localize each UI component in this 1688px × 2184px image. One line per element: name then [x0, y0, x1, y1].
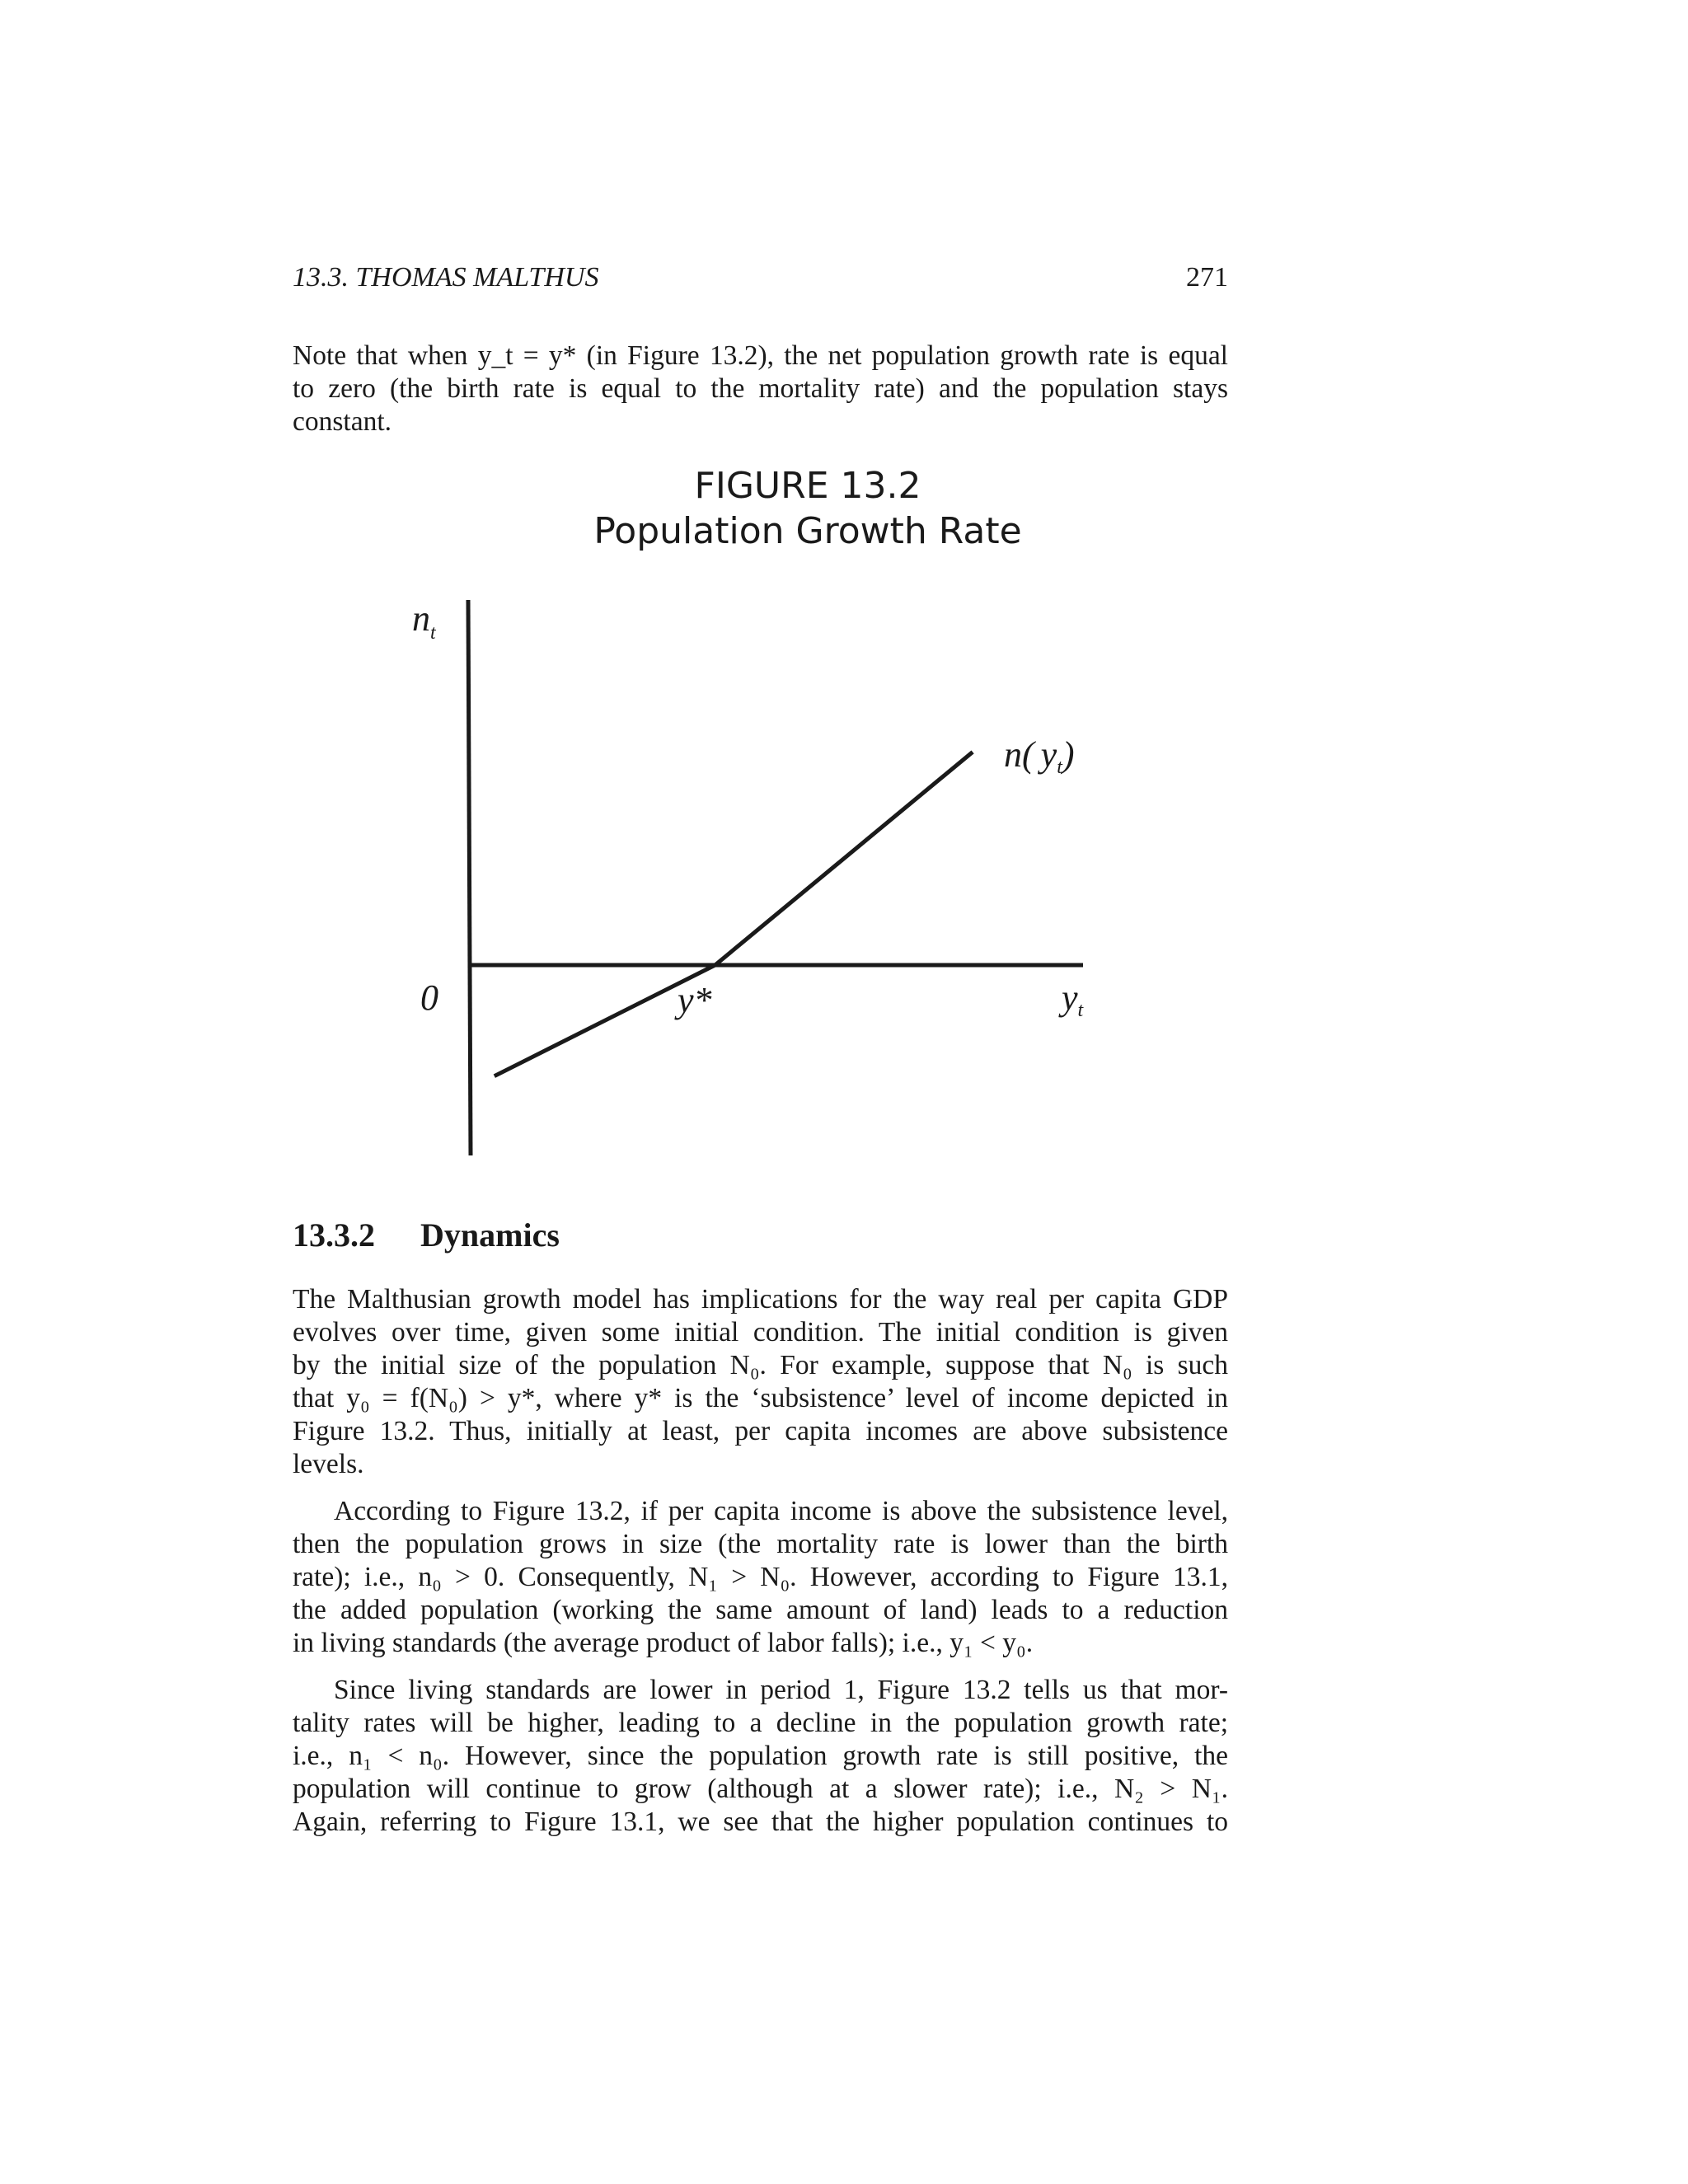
running-title: 13.3. THOMAS MALTHUS [293, 262, 599, 293]
page-number: 271 [1186, 262, 1228, 293]
y-axis [468, 600, 471, 1155]
paragraph-1 [293, 1283, 1228, 1481]
paragraph-line: that y₀ = f(N₀) > y*, where y* is the ‘subsistence’ level of income depicted in [293, 1383, 1228, 1413]
paragraph-line: population will continue to grow (although at a slower rate); i.e., N₂ > N₁. [293, 1774, 1228, 1804]
section-heading [293, 1216, 560, 1254]
section-number: 13.3.2 [293, 1216, 375, 1254]
paragraph-line: Since living standards are lower in period 1, Figure 13.2 tells us that mor- [334, 1675, 1228, 1705]
paragraph-line: The Malthusian growth model has implications for the way real per capita GDP [293, 1284, 1228, 1315]
paragraph-line: levels. [293, 1449, 364, 1479]
paragraph-line: Note that when y_t = y* (in Figure 13.2), the net population growth rate is equal [293, 340, 1228, 371]
paragraph-3 [293, 1674, 1228, 1839]
figure-caption-number: FIGURE 13.2 [694, 465, 921, 507]
paragraph-line: by the initial size of the population N₀. For example, suppose that N₀ is such [293, 1350, 1228, 1380]
growth-rate-line [495, 752, 973, 1076]
subsistence-marker-label: y* [678, 980, 712, 1020]
figure-caption-title: Population Growth Rate [593, 510, 1022, 552]
y-axis-label: $n_t$ [412, 598, 436, 644]
paragraph-line: in living standards (the average product of labor falls); i.e., y₁ < y₀. [293, 1628, 1034, 1658]
paragraph-line: to zero (the birth rate is equal to the mortality rate) and the population stays [293, 373, 1228, 404]
paragraph-line: Again, referring to Figure 13.1, we see that the higher population continues to [293, 1807, 1228, 1837]
paragraph-line: Figure 13.2. Thus, initially at least, per capita incomes are above subsistence [293, 1416, 1228, 1446]
paragraph-line: then the population grows in size (the mortality rate is lower than the birth [293, 1529, 1228, 1559]
paragraph-line: rate); i.e., n₀ > 0. Consequently, N₁ > N₀. However, according to Figure 13.1, [293, 1562, 1228, 1592]
paragraph-line: the added population (working the same amount of land) leads to a reduction [293, 1595, 1228, 1625]
paragraph-line: According to Figure 13.2, if per capita income is above the subsistence level, [334, 1496, 1228, 1526]
section-title: Dynamics [420, 1216, 560, 1254]
paragraph-line: constant. [293, 406, 392, 437]
paragraph-2 [293, 1495, 1228, 1660]
origin-label: 0 [420, 977, 438, 1018]
paragraph-line: tality rates will be higher, leading to a decline in the population growth rate; [293, 1708, 1228, 1738]
series-label: n( yt) [1004, 734, 1075, 778]
paragraph-line: evolves over time, given some initial condition. The initial condition is given [293, 1317, 1228, 1347]
paragraph-line: i.e., n₁ < n₀. However, since the population growth rate is still positive, the [293, 1741, 1228, 1771]
x-axis-label: yt [1062, 977, 1084, 1021]
